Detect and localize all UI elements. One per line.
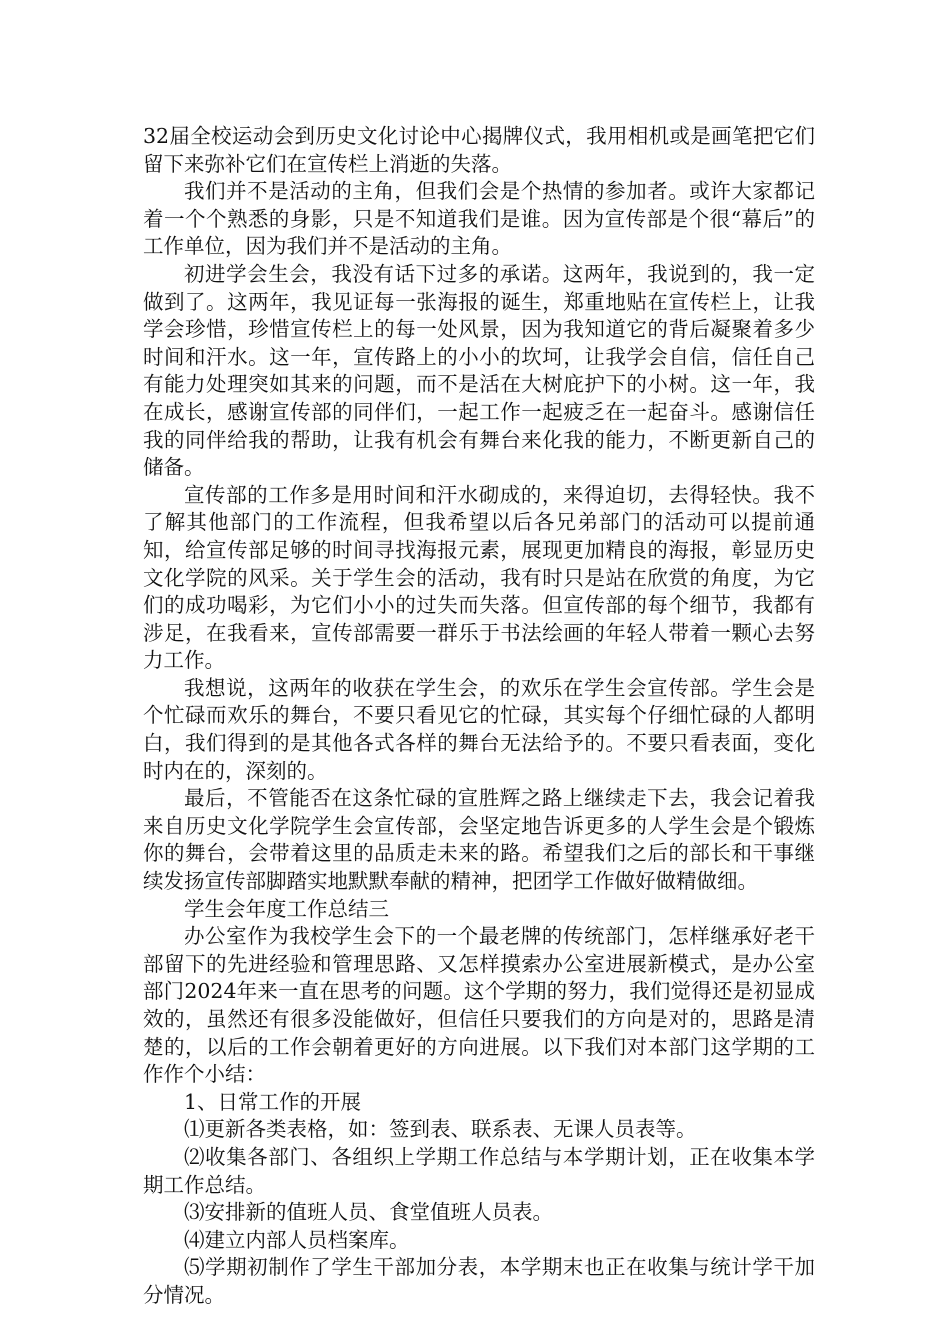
section-heading: 学生会年度工作总结三: [184, 896, 389, 921]
list-item: ⑷建立内部人员档案库。: [184, 1227, 410, 1252]
paragraph: 宣传部的工作多是用时间和汗水砌成的，来得迫切，去得轻快。我不了解其他部门的工作流程，但我希望以后各兄弟部门的活动可以提前通知，给宣传部足够的时间寻找海报元素，展现更加精良的海报，彰显历史文化学院的风采。关于学生会的活动，我有时只是站在欣赏的角度，为它们的成功喝彩，为它们小小的过失而失落。但宣传部的每个细节，我都有涉足，在我看来，宣传部需要一群乐于书法绘画的年轻人带着一颗心去努力工作。: [143, 482, 815, 673]
paragraph: 初进学会生会，我没有话下过多的承诺。这两年，我说到的，我一定做到了。这两年，我见证每一张海报的诞生，郑重地贴在宣传栏上，让我学会珍惜，珍惜宣传栏上的每一处风景，因为我知道它的背后凝聚着多少时间和汗水。这一年，宣传路上的小小的坎坷，让我学会自信，信任自己有能力处理突如其来的问题，而不是活在大树庇护下的小树。这一年，我在成长，感谢宣传部的同伴们，一起工作一起疲乏在一起奋斗。感谢信任我的同伴给我的帮助，让我有机会有舞台来化我的能力，不断更新自己的储备。: [143, 261, 815, 480]
paragraph: 办公室作为我校学生会下的一个最老牌的传统部门，怎样继承好老干部留下的先进经验和管理思路、又怎样摸索办公室进展新模式，是办公室部门2024年来一直在思考的问题。这个学期的努力，我们觉得还是初显成效的，虽然还有很多没能做好，但信任只要我们的方向是对的，思路是清楚的，以后的工作会朝着更好的方向进展。以下我们对本部门这学期的工作作个小结：: [143, 924, 815, 1087]
list-item: ⑵收集各部门、各组织上学期工作总结与本学期计划，正在收集本学期工作总结。: [143, 1144, 815, 1197]
paragraph: 最后，不管能否在这条忙碌的宣胜辉之路上继续走下去，我会记着我来自历史文化学院学生会宣传部，会坚定地告诉更多的人学生会是个锻炼你的舞台，会带着这里的品质走未来的路。希望我们之后的部长和干事继续发扬宣传部脚踏实地默默奉献的精神，把团学工作做好做精做细。: [143, 786, 815, 894]
paragraph: 我想说，这两年的收获在学生会，的欢乐在学生会宣传部。学生会是个忙碌而欢乐的舞台，不要只看见它的忙碌，其实每个仔细忙碌的人都明白，我们得到的是其他各式各样的舞台无法给予的。不要只看表面，变化时内在的，深刻的。: [143, 675, 815, 783]
paragraph: 我们并不是活动的主角，但我们会是个热情的参加者。或许大家都记着一个个熟悉的身影，只是不知道我们是谁。因为宣传部是个很“幕后”的工作单位，因为我们并不是活动的主角。: [143, 179, 815, 259]
paragraph-continuation: 32届全校运动会到历史文化讨论中心揭牌仪式，我用相机或是画笔把它们留下来弥补它们在宣传栏上消逝的失落。: [143, 124, 815, 176]
list-item: ⑶安排新的值班人员、食堂值班人员表。: [184, 1200, 553, 1225]
list-item: ⑴更新各类表格，如：签到表、联系表、无课人员表等。: [184, 1117, 697, 1142]
document-page: [143, 123, 815, 1310]
list-heading: 1、日常工作的开展: [184, 1089, 362, 1114]
list-item: ⑸学期初制作了学生干部加分表，本学期末也正在收集与统计学干加分情况。: [143, 1255, 815, 1307]
